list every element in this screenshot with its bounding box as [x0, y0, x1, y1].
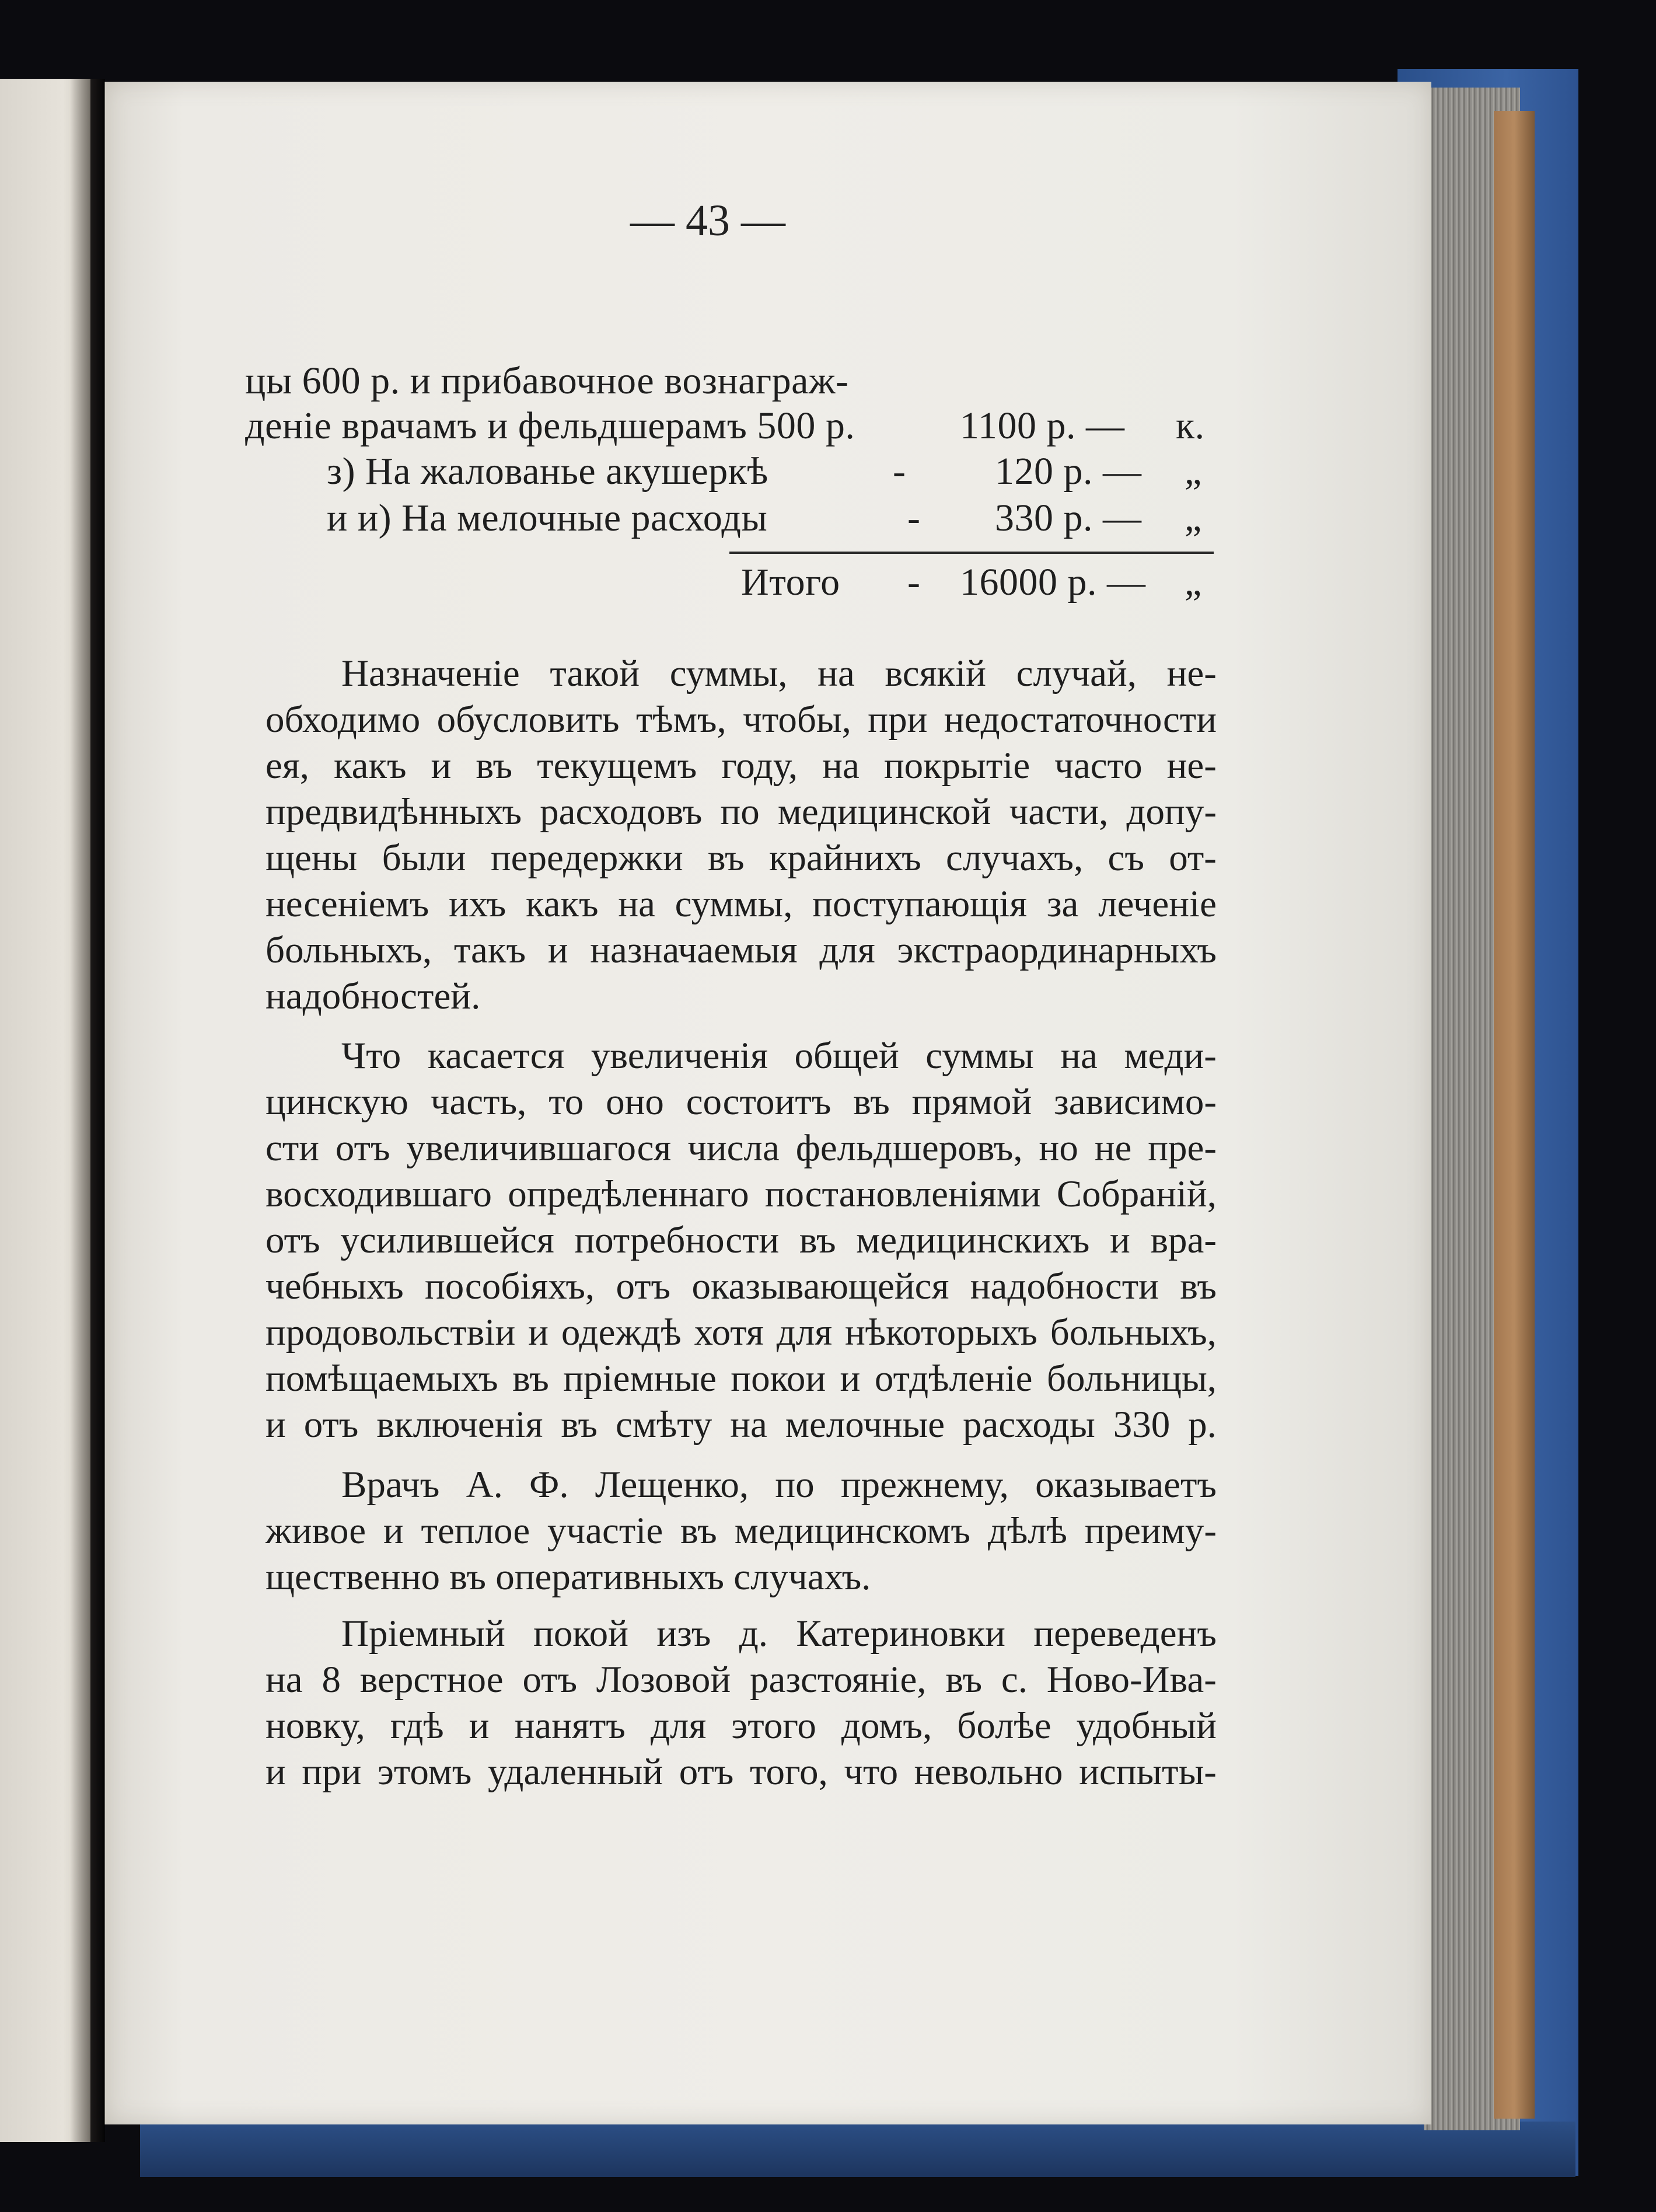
- word: опредѣленнаго: [508, 1173, 749, 1215]
- word: передержки: [490, 837, 683, 879]
- word: касается: [427, 1035, 565, 1077]
- word: чтобы,: [743, 699, 851, 741]
- word: увеличенія: [591, 1035, 768, 1077]
- total-dash: -: [907, 561, 921, 603]
- text-line: надобностей.: [265, 975, 481, 1017]
- word: отъ: [679, 1751, 734, 1793]
- word: оно: [606, 1081, 664, 1123]
- text-line: [265, 697, 1217, 743]
- page-block-back: [1494, 111, 1535, 2119]
- word: участіе: [547, 1510, 663, 1552]
- book-cover-bottom: [140, 2122, 1575, 2177]
- paragraph-2: [265, 1033, 1217, 1448]
- word: суммы,: [669, 653, 788, 695]
- word: и: [528, 1311, 548, 1353]
- word: недостаточности: [944, 699, 1217, 741]
- word: на: [817, 653, 855, 695]
- word: одеждѣ: [561, 1311, 682, 1353]
- word: удобный: [1076, 1705, 1217, 1747]
- word: тѣмъ,: [636, 699, 726, 741]
- word: и: [469, 1705, 490, 1747]
- budget-row-3-unit: „: [1185, 450, 1202, 493]
- page-number: — 43 —: [630, 196, 785, 245]
- word: прежнему,: [840, 1464, 1009, 1506]
- text-line: [265, 1462, 1217, 1508]
- word: для: [650, 1705, 707, 1747]
- paragraph-3: [265, 1462, 1217, 1600]
- word: смѣту: [615, 1404, 712, 1446]
- paragraph-4: [265, 1611, 1217, 1795]
- word: ея,: [265, 745, 309, 787]
- word: оказывающейся: [691, 1265, 949, 1307]
- word: по: [720, 791, 760, 833]
- word: изъ: [656, 1613, 711, 1655]
- budget-row-2-amount: 1100 р. —: [960, 404, 1125, 447]
- word: оказываетъ: [1035, 1464, 1217, 1506]
- word: въ: [799, 1219, 836, 1261]
- budget-row-4-unit: „: [1185, 497, 1202, 539]
- budget-row-2-unit: к.: [1176, 404, 1205, 447]
- word: текущемъ: [537, 745, 697, 787]
- word: части,: [1009, 791, 1109, 833]
- budget-row-2-desc: деніе врачамъ и фельдшерамъ 500 р.: [245, 404, 855, 447]
- word: живое: [265, 1510, 366, 1552]
- total-unit: „: [1185, 561, 1202, 603]
- word: Собраній,: [1056, 1173, 1217, 1215]
- word: такой: [550, 653, 640, 695]
- word: вра-: [1150, 1219, 1217, 1261]
- budget-row-4-dash: -: [907, 497, 921, 539]
- text-line: [265, 881, 1217, 927]
- word: испыты-: [1079, 1751, 1217, 1793]
- total-rule: [729, 552, 1214, 554]
- word: и: [265, 1751, 286, 1793]
- word: пріемные: [563, 1358, 717, 1400]
- word: постановленіями: [764, 1173, 1041, 1215]
- word: и: [265, 1404, 286, 1446]
- word: экстраординарныхъ: [897, 929, 1217, 971]
- word: въ: [512, 1358, 549, 1400]
- text-line: [265, 1508, 1217, 1554]
- total-amount: 16000 р. —: [960, 561, 1146, 603]
- word: отъ: [265, 1219, 320, 1261]
- budget-row-1-desc: цы 600 р. и прибавочное вознаграж-: [245, 360, 849, 402]
- word: покрытіе: [883, 745, 1030, 787]
- text-line: [265, 743, 1217, 789]
- word: и: [431, 745, 452, 787]
- word: не-: [1166, 653, 1217, 695]
- word: по: [775, 1464, 815, 1506]
- word: Что: [341, 1035, 401, 1077]
- word: Катериновки: [796, 1613, 1005, 1655]
- word: цинскую: [265, 1081, 408, 1123]
- word: на: [618, 883, 655, 925]
- word: обходимо: [265, 699, 421, 741]
- word: сти: [265, 1127, 320, 1169]
- word: медицинской: [777, 791, 991, 833]
- word: нѣкоторыхъ: [845, 1311, 1037, 1353]
- word: нанятъ: [514, 1705, 626, 1747]
- word: Назначеніе: [341, 653, 520, 695]
- word: леченіе: [1098, 883, 1217, 925]
- text-line: [265, 1171, 1217, 1217]
- word: покои: [731, 1358, 826, 1400]
- word: медицинскомъ: [734, 1510, 971, 1552]
- word: часть,: [430, 1081, 527, 1123]
- budget-row-4-desc: и и) На мелочные расходы: [327, 497, 768, 539]
- word: при: [868, 699, 928, 741]
- word: пре-: [1148, 1127, 1217, 1169]
- word: хотя: [694, 1311, 764, 1353]
- word: на: [265, 1659, 303, 1701]
- budget-row-3-desc: з) На жалованье акушеркѣ: [327, 450, 768, 493]
- word: за: [1046, 883, 1079, 925]
- word: суммы: [925, 1035, 1034, 1077]
- word: общей: [794, 1035, 899, 1077]
- word: А.: [466, 1464, 503, 1506]
- word: продовольствіи: [265, 1311, 516, 1353]
- word: поступающія: [812, 883, 1028, 925]
- word: щены: [265, 837, 358, 879]
- word: предвидѣнныхъ: [265, 791, 522, 833]
- word: этомъ: [377, 1751, 472, 1793]
- word: р.: [1188, 1404, 1217, 1446]
- word: расходы: [963, 1404, 1095, 1446]
- word: какъ: [525, 883, 599, 925]
- budget-row-4-amount: 330 р. —: [995, 497, 1142, 539]
- word: году,: [721, 745, 798, 787]
- text-line: [265, 1125, 1217, 1171]
- word: въ: [680, 1510, 717, 1552]
- text-line: [265, 1310, 1217, 1356]
- word: случахъ,: [946, 837, 1084, 879]
- word: пособіяхъ,: [425, 1265, 595, 1307]
- word: отъ: [303, 1404, 359, 1446]
- text-line: [265, 651, 1217, 697]
- word: больныхъ,: [265, 929, 432, 971]
- word: Лозовой: [596, 1659, 731, 1701]
- text-line: [265, 1611, 1217, 1657]
- word: всякій: [885, 653, 986, 695]
- word: д.: [739, 1613, 768, 1655]
- word: с.: [1001, 1659, 1028, 1701]
- word: этого: [731, 1705, 816, 1747]
- word: Лещенко,: [595, 1464, 749, 1506]
- word: болѣе: [957, 1705, 1051, 1747]
- word: расходовъ: [540, 791, 703, 833]
- word: от-: [1169, 837, 1217, 879]
- word: прямой: [911, 1081, 1032, 1123]
- word: новку,: [265, 1705, 365, 1747]
- word: отъ: [616, 1265, 671, 1307]
- word: дѣлѣ: [987, 1510, 1067, 1552]
- word: были: [382, 837, 466, 879]
- word: 8: [322, 1659, 341, 1701]
- text-line: [265, 1264, 1217, 1310]
- text-line: [265, 1217, 1217, 1264]
- word: но: [1039, 1127, 1078, 1169]
- word: назначаемыя: [590, 929, 798, 971]
- word: мелочные: [785, 1404, 945, 1446]
- word: несеніемъ: [265, 883, 429, 925]
- word: въ: [1180, 1265, 1217, 1307]
- word: преиму-: [1084, 1510, 1217, 1552]
- text-line: [265, 1703, 1217, 1749]
- word: то: [548, 1081, 584, 1123]
- word: и: [1109, 1219, 1130, 1261]
- word: чебныхъ: [265, 1265, 404, 1307]
- word: верстное: [359, 1659, 504, 1701]
- word: на: [822, 745, 860, 787]
- word: числа: [687, 1127, 780, 1169]
- word: теплое: [421, 1510, 530, 1552]
- word: что: [844, 1751, 899, 1793]
- word: случай,: [1016, 653, 1137, 695]
- word: въ: [707, 837, 745, 879]
- word: помѣщаемыхъ: [265, 1358, 498, 1400]
- text-line: [265, 789, 1217, 835]
- word: невольно: [914, 1751, 1063, 1793]
- word: и: [383, 1510, 404, 1552]
- text-line: [265, 1356, 1217, 1402]
- word: зависимо-: [1054, 1081, 1217, 1123]
- word: того,: [749, 1751, 828, 1793]
- word: потребности: [574, 1219, 780, 1261]
- word: ихъ: [448, 883, 506, 925]
- word: въ: [476, 745, 513, 787]
- word: разстояніе,: [750, 1659, 927, 1701]
- word: при: [302, 1751, 362, 1793]
- word: для: [776, 1311, 833, 1353]
- word: не: [1094, 1127, 1132, 1169]
- word: и: [547, 929, 568, 971]
- word: Ф.: [529, 1464, 569, 1506]
- text-line: [265, 835, 1217, 881]
- word: на: [1060, 1035, 1098, 1077]
- word: часто: [1054, 745, 1143, 787]
- word: усилившейся: [340, 1219, 554, 1261]
- text-line: [265, 927, 1217, 974]
- word: состоитъ: [686, 1081, 832, 1123]
- word: не-: [1166, 745, 1217, 787]
- word: съ: [1108, 837, 1144, 879]
- word: крайнихъ: [768, 837, 921, 879]
- total-label: Итого: [741, 561, 840, 603]
- word: больныхъ,: [1050, 1311, 1217, 1353]
- word: Ново-Ива-: [1046, 1659, 1217, 1701]
- word: увеличившагося: [406, 1127, 672, 1169]
- word: и: [840, 1358, 861, 1400]
- word: на: [730, 1404, 767, 1446]
- paragraph-1: [265, 651, 1217, 1020]
- word: фельдшеровъ,: [795, 1127, 1023, 1169]
- text-line: [265, 1079, 1217, 1125]
- word: какъ: [334, 745, 407, 787]
- word: медицинскихъ: [856, 1219, 1090, 1261]
- text-line: [265, 1749, 1217, 1795]
- word: въ: [853, 1081, 890, 1123]
- word: отдѣленіе: [874, 1358, 1033, 1400]
- word: восходившаго: [265, 1173, 492, 1215]
- word: меди-: [1124, 1035, 1217, 1077]
- word: надобности: [970, 1265, 1159, 1307]
- word: такъ: [453, 929, 526, 971]
- word: включенія: [376, 1404, 543, 1446]
- text-line: [265, 1657, 1217, 1703]
- text-line: [265, 1402, 1217, 1448]
- budget-row-3-amount: 120 р. —: [995, 450, 1142, 493]
- budget-row-3-dash: -: [893, 450, 906, 493]
- word: удаленный: [487, 1751, 663, 1793]
- word: обусловить: [436, 699, 620, 741]
- word: покой: [533, 1613, 628, 1655]
- word: въ: [561, 1404, 598, 1446]
- word: Пріемный: [341, 1613, 505, 1655]
- word: домъ,: [841, 1705, 932, 1747]
- word: для: [819, 929, 875, 971]
- word: допу-: [1126, 791, 1217, 833]
- word: 330: [1113, 1404, 1171, 1446]
- word: Врачъ: [341, 1464, 440, 1506]
- word: больницы,: [1046, 1358, 1217, 1400]
- word: суммы,: [675, 883, 793, 925]
- gutter-shadow: [70, 79, 105, 2142]
- text-line: щественно въ оперативныхъ случахъ.: [265, 1556, 871, 1598]
- word: переведенъ: [1033, 1613, 1217, 1655]
- word: гдѣ: [390, 1705, 444, 1747]
- word: отъ: [335, 1127, 390, 1169]
- word: отъ: [522, 1659, 578, 1701]
- text-line: [265, 1033, 1217, 1079]
- word: въ: [945, 1659, 983, 1701]
